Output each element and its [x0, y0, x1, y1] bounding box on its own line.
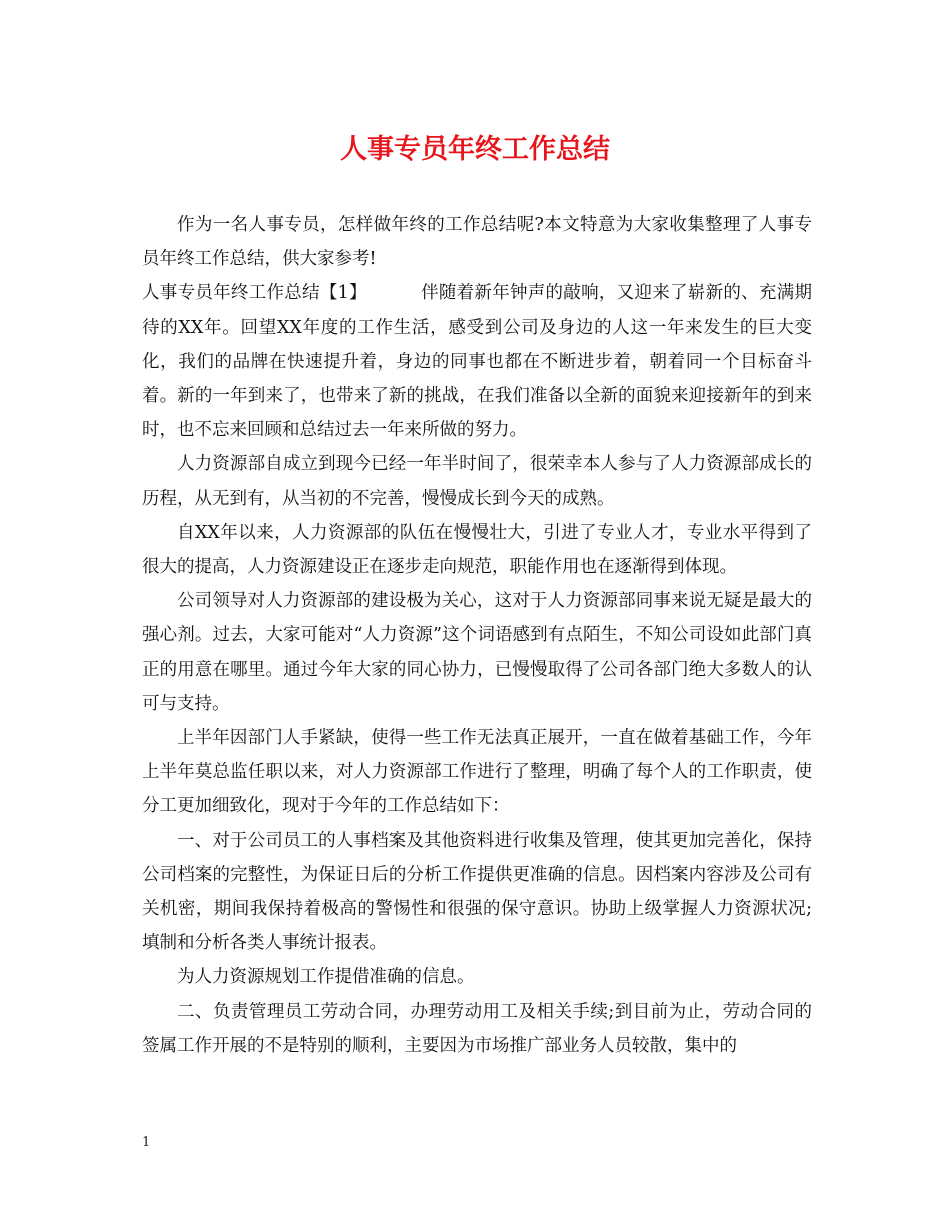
- body-paragraph-2: 自XX年以来，人力资源部的队伍在慢慢壮大，引进了专业人才，专业水平得到了很大的提高，人力资源建设正在逐步走向规范，职能作用也在逐渐得到体现。: [142, 522, 812, 578]
- body-paragraph-1: 人力资源部自成立到现今已经一年半时间了，很荣幸本人参与了人力资源部成长的历程，从无到有，从当初的不完善，慢慢成长到今天的成熟。: [142, 454, 812, 509]
- section-first-paragraph: 伴随着新年钟声的敲响，又迎来了崭新的、充满期待的XX年。回望XX年度的工作生活，感受到公司及身边的人这一年来发生的巨大变化，我们的品牌在快速提升着，身边的同事也都在不断进步着，朝着同一个目标奋斗着。新的一年到来了，也带来了新的挑战，在我们准备以全新的面貌来迎接新年的到来时，也不忘来回顾和总结过去一年来所做的努力。: [142, 283, 812, 441]
- section-heading: 人事专员年终工作总结【1】: [142, 283, 367, 304]
- body-paragraph-7: 二、负责管理员工劳动合同，办理劳动用工及相关手续;到目前为止，劳动合同的签属工作开展的不是特别的顺利，主要因为市场推广部业务人员较散，集中的: [142, 1001, 812, 1056]
- body-paragraph-6: 为人力资源规划工作提借准确的信息。: [177, 967, 475, 988]
- body-paragraph-3: 公司领导对人力资源部的建设极为关心，这对于人力资源部同事来说无疑是最大的强心剂。过去，大家可能对“人力资源”这个词语感到有点陌生，不知公司设如此部门真正的用意在哪里。通过今年大家的同心协力，已慢慢取得了公司各部门绝大多数人的认可与支持。: [142, 591, 812, 714]
- body-paragraph-5: 一、对于公司员工的人事档案及其他资料进行收集及管理，使其更加完善化，保持公司档案的完整性，为保证日后的分析工作提供更准确的信息。因档案内容涉及公司有关机密，期间我保持着极高的警惕性和很强的保守意识。协助上级掌握人力资源状况;填制和分析各类人事统计报表。: [142, 830, 812, 954]
- section-paragraph: [142, 276, 812, 447]
- document-body: [142, 208, 812, 1063]
- page-number: 1: [142, 1135, 151, 1150]
- intro-paragraph: 作为一名人事专员，怎样做年终的工作总结呢?本文特意为大家收集整理了人事专员年终工作总结，供大家参考!: [142, 215, 812, 270]
- document-title: 人事专员年终工作总结: [340, 134, 610, 165]
- body-paragraph-4: 上半年因部门人手紧缺，使得一些工作无法真正展开，一直在做着基础工作，今年上半年莫总监任职以来，对人力资源部工作进行了整理，明确了每个人的工作职责，使分工更加细致化，现对于今年的工作总结如下：: [142, 728, 812, 817]
